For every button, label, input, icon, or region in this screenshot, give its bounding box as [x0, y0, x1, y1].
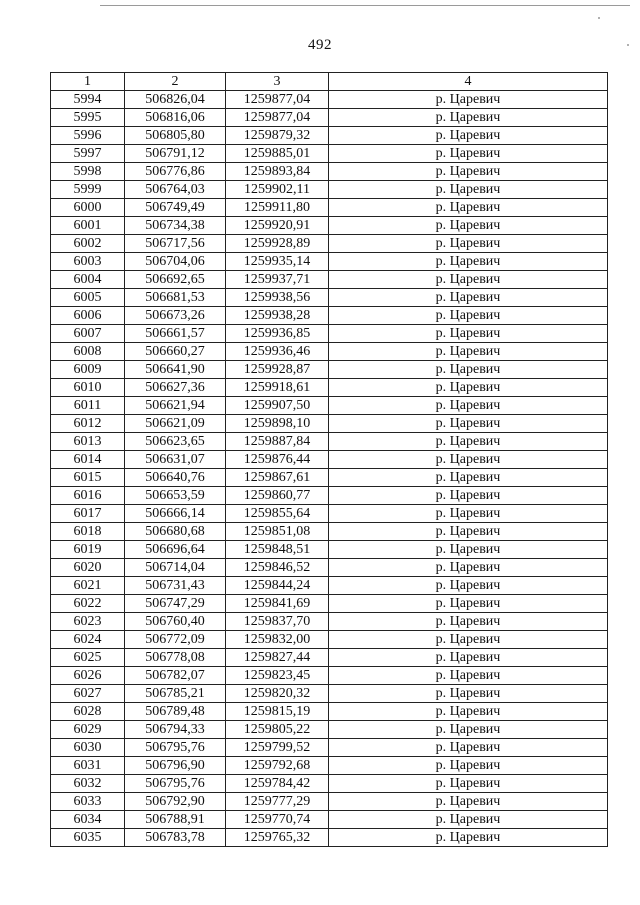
y-coordinate-cell: 1259784,42 [226, 775, 329, 793]
description-cell: р. Царевич [329, 109, 608, 127]
description-cell: р. Царевич [329, 307, 608, 325]
description-cell: р. Царевич [329, 541, 608, 559]
x-coordinate-cell: 506673,26 [125, 307, 226, 325]
x-coordinate-cell: 506680,68 [125, 523, 226, 541]
y-coordinate-cell: 1259855,64 [226, 505, 329, 523]
x-coordinate-cell: 506627,36 [125, 379, 226, 397]
table-row [51, 451, 608, 469]
y-coordinate-cell: 1259832,00 [226, 631, 329, 649]
description-cell: р. Царевич [329, 577, 608, 595]
x-coordinate-cell: 506795,76 [125, 775, 226, 793]
description-cell: р. Царевич [329, 127, 608, 145]
x-coordinate-cell: 506660,27 [125, 343, 226, 361]
y-coordinate-cell: 1259920,91 [226, 217, 329, 235]
point-number-cell: 6013 [51, 433, 125, 451]
table-row [51, 343, 608, 361]
x-coordinate-cell: 506796,90 [125, 757, 226, 775]
point-number-cell: 6019 [51, 541, 125, 559]
y-coordinate-cell: 1259907,50 [226, 397, 329, 415]
y-coordinate-cell: 1259823,45 [226, 667, 329, 685]
coordinates-table [50, 72, 608, 847]
point-number-cell: 6022 [51, 595, 125, 613]
column-header-4: 4 [329, 73, 608, 91]
y-coordinate-cell: 1259885,01 [226, 145, 329, 163]
point-number-cell: 6024 [51, 631, 125, 649]
description-cell: р. Царевич [329, 649, 608, 667]
table-row [51, 703, 608, 721]
point-number-cell: 6030 [51, 739, 125, 757]
point-number-cell: 6017 [51, 505, 125, 523]
point-number-cell: 6010 [51, 379, 125, 397]
point-number-cell: 6025 [51, 649, 125, 667]
table-header-row [51, 73, 608, 91]
table-row [51, 325, 608, 343]
description-cell: р. Царевич [329, 667, 608, 685]
x-coordinate-cell: 506734,38 [125, 217, 226, 235]
y-coordinate-cell: 1259877,04 [226, 109, 329, 127]
y-coordinate-cell: 1259867,61 [226, 469, 329, 487]
x-coordinate-cell: 506816,06 [125, 109, 226, 127]
y-coordinate-cell: 1259918,61 [226, 379, 329, 397]
x-coordinate-cell: 506764,03 [125, 181, 226, 199]
table-row [51, 739, 608, 757]
table-row [51, 577, 608, 595]
description-cell: р. Царевич [329, 739, 608, 757]
table-row [51, 505, 608, 523]
description-cell: р. Царевич [329, 235, 608, 253]
table-row [51, 775, 608, 793]
description-cell: р. Царевич [329, 487, 608, 505]
description-cell: р. Царевич [329, 595, 608, 613]
x-coordinate-cell: 506692,65 [125, 271, 226, 289]
scan-artifact-line [100, 5, 630, 6]
y-coordinate-cell: 1259893,84 [226, 163, 329, 181]
y-coordinate-cell: 1259898,10 [226, 415, 329, 433]
description-cell: р. Царевич [329, 217, 608, 235]
description-cell: р. Царевич [329, 361, 608, 379]
description-cell: р. Царевич [329, 757, 608, 775]
description-cell: р. Царевич [329, 721, 608, 739]
description-cell: р. Царевич [329, 289, 608, 307]
point-number-cell: 6003 [51, 253, 125, 271]
x-coordinate-cell: 506747,29 [125, 595, 226, 613]
x-coordinate-cell: 506776,86 [125, 163, 226, 181]
table-row [51, 271, 608, 289]
point-number-cell: 6002 [51, 235, 125, 253]
description-cell: р. Царевич [329, 811, 608, 829]
x-coordinate-cell: 506782,07 [125, 667, 226, 685]
x-coordinate-cell: 506794,33 [125, 721, 226, 739]
x-coordinate-cell: 506792,90 [125, 793, 226, 811]
y-coordinate-cell: 1259928,87 [226, 361, 329, 379]
y-coordinate-cell: 1259938,28 [226, 307, 329, 325]
y-coordinate-cell: 1259851,08 [226, 523, 329, 541]
table-row [51, 289, 608, 307]
point-number-cell: 6011 [51, 397, 125, 415]
y-coordinate-cell: 1259765,32 [226, 829, 329, 847]
y-coordinate-cell: 1259860,77 [226, 487, 329, 505]
description-cell: р. Царевич [329, 703, 608, 721]
description-cell: р. Царевич [329, 613, 608, 631]
point-number-cell: 6001 [51, 217, 125, 235]
x-coordinate-cell: 506717,56 [125, 235, 226, 253]
point-number-cell: 6035 [51, 829, 125, 847]
table-row [51, 793, 608, 811]
table-row [51, 721, 608, 739]
table-row [51, 757, 608, 775]
point-number-cell: 6009 [51, 361, 125, 379]
x-coordinate-cell: 506714,04 [125, 559, 226, 577]
y-coordinate-cell: 1259936,85 [226, 325, 329, 343]
table-row [51, 595, 608, 613]
description-cell: р. Царевич [329, 325, 608, 343]
point-number-cell: 6005 [51, 289, 125, 307]
description-cell: р. Царевич [329, 91, 608, 109]
x-coordinate-cell: 506631,07 [125, 451, 226, 469]
y-coordinate-cell: 1259841,69 [226, 595, 329, 613]
table-row [51, 163, 608, 181]
table-row [51, 541, 608, 559]
y-coordinate-cell: 1259879,32 [226, 127, 329, 145]
description-cell: р. Царевич [329, 253, 608, 271]
x-coordinate-cell: 506791,12 [125, 145, 226, 163]
point-number-cell: 6029 [51, 721, 125, 739]
table-row [51, 397, 608, 415]
table-row [51, 469, 608, 487]
x-coordinate-cell: 506640,76 [125, 469, 226, 487]
y-coordinate-cell: 1259799,52 [226, 739, 329, 757]
x-coordinate-cell: 506785,21 [125, 685, 226, 703]
description-cell: р. Царевич [329, 199, 608, 217]
table-row [51, 649, 608, 667]
point-number-cell: 6021 [51, 577, 125, 595]
table-row [51, 253, 608, 271]
x-coordinate-cell: 506772,09 [125, 631, 226, 649]
y-coordinate-cell: 1259911,80 [226, 199, 329, 217]
point-number-cell: 6008 [51, 343, 125, 361]
y-coordinate-cell: 1259827,44 [226, 649, 329, 667]
table-row [51, 307, 608, 325]
y-coordinate-cell: 1259938,56 [226, 289, 329, 307]
x-coordinate-cell: 506621,94 [125, 397, 226, 415]
y-coordinate-cell: 1259805,22 [226, 721, 329, 739]
point-number-cell: 5997 [51, 145, 125, 163]
description-cell: р. Царевич [329, 829, 608, 847]
x-coordinate-cell: 506805,80 [125, 127, 226, 145]
description-cell: р. Царевич [329, 379, 608, 397]
table-row [51, 91, 608, 109]
x-coordinate-cell: 506666,14 [125, 505, 226, 523]
description-cell: р. Царевич [329, 523, 608, 541]
y-coordinate-cell: 1259815,19 [226, 703, 329, 721]
x-coordinate-cell: 506696,64 [125, 541, 226, 559]
description-cell: р. Царевич [329, 271, 608, 289]
point-number-cell: 5994 [51, 91, 125, 109]
description-cell: р. Царевич [329, 793, 608, 811]
description-cell: р. Царевич [329, 631, 608, 649]
point-number-cell: 6006 [51, 307, 125, 325]
x-coordinate-cell: 506653,59 [125, 487, 226, 505]
table-row [51, 487, 608, 505]
y-coordinate-cell: 1259928,89 [226, 235, 329, 253]
table-row [51, 433, 608, 451]
table-row [51, 613, 608, 631]
table-row [51, 667, 608, 685]
x-coordinate-cell: 506783,78 [125, 829, 226, 847]
description-cell: р. Царевич [329, 145, 608, 163]
description-cell: р. Царевич [329, 415, 608, 433]
point-number-cell: 6015 [51, 469, 125, 487]
y-coordinate-cell: 1259792,68 [226, 757, 329, 775]
x-coordinate-cell: 506788,91 [125, 811, 226, 829]
table-body [51, 91, 608, 847]
y-coordinate-cell: 1259820,32 [226, 685, 329, 703]
x-coordinate-cell: 506661,57 [125, 325, 226, 343]
x-coordinate-cell: 506681,53 [125, 289, 226, 307]
table-row [51, 109, 608, 127]
point-number-cell: 6023 [51, 613, 125, 631]
point-number-cell: 6026 [51, 667, 125, 685]
point-number-cell: 6012 [51, 415, 125, 433]
description-cell: р. Царевич [329, 685, 608, 703]
point-number-cell: 6032 [51, 775, 125, 793]
column-header-1: 1 [51, 73, 125, 91]
point-number-cell: 6028 [51, 703, 125, 721]
y-coordinate-cell: 1259844,24 [226, 577, 329, 595]
point-number-cell: 5995 [51, 109, 125, 127]
point-number-cell: 6014 [51, 451, 125, 469]
x-coordinate-cell: 506731,43 [125, 577, 226, 595]
table-row [51, 181, 608, 199]
table-row [51, 217, 608, 235]
point-number-cell: 5999 [51, 181, 125, 199]
point-number-cell: 6027 [51, 685, 125, 703]
description-cell: р. Царевич [329, 469, 608, 487]
x-coordinate-cell: 506623,65 [125, 433, 226, 451]
description-cell: р. Царевич [329, 163, 608, 181]
y-coordinate-cell: 1259876,44 [226, 451, 329, 469]
point-number-cell: 6004 [51, 271, 125, 289]
table-row [51, 685, 608, 703]
description-cell: р. Царевич [329, 397, 608, 415]
point-number-cell: 6007 [51, 325, 125, 343]
point-number-cell: 6000 [51, 199, 125, 217]
x-coordinate-cell: 506778,08 [125, 649, 226, 667]
page-number: 492 [308, 37, 332, 53]
y-coordinate-cell: 1259935,14 [226, 253, 329, 271]
y-coordinate-cell: 1259937,71 [226, 271, 329, 289]
point-number-cell: 5998 [51, 163, 125, 181]
x-coordinate-cell: 506795,76 [125, 739, 226, 757]
y-coordinate-cell: 1259837,70 [226, 613, 329, 631]
description-cell: р. Царевич [329, 559, 608, 577]
table-row [51, 523, 608, 541]
x-coordinate-cell: 506826,04 [125, 91, 226, 109]
scan-artifact-dot [598, 17, 600, 19]
column-header-3: 3 [226, 73, 329, 91]
table-row [51, 559, 608, 577]
point-number-cell: 6016 [51, 487, 125, 505]
point-number-cell: 5996 [51, 127, 125, 145]
y-coordinate-cell: 1259848,51 [226, 541, 329, 559]
table-row [51, 235, 608, 253]
table-row [51, 829, 608, 847]
table-row [51, 199, 608, 217]
point-number-cell: 6031 [51, 757, 125, 775]
y-coordinate-cell: 1259877,04 [226, 91, 329, 109]
point-number-cell: 6033 [51, 793, 125, 811]
table-row [51, 145, 608, 163]
point-number-cell: 6018 [51, 523, 125, 541]
table-row [51, 379, 608, 397]
description-cell: р. Царевич [329, 451, 608, 469]
y-coordinate-cell: 1259777,29 [226, 793, 329, 811]
table-row [51, 631, 608, 649]
x-coordinate-cell: 506641,90 [125, 361, 226, 379]
description-cell: р. Царевич [329, 343, 608, 361]
description-cell: р. Царевич [329, 181, 608, 199]
y-coordinate-cell: 1259902,11 [226, 181, 329, 199]
x-coordinate-cell: 506749,49 [125, 199, 226, 217]
point-number-cell: 6020 [51, 559, 125, 577]
y-coordinate-cell: 1259770,74 [226, 811, 329, 829]
point-number-cell: 6034 [51, 811, 125, 829]
x-coordinate-cell: 506621,09 [125, 415, 226, 433]
y-coordinate-cell: 1259846,52 [226, 559, 329, 577]
description-cell: р. Царевич [329, 433, 608, 451]
x-coordinate-cell: 506704,06 [125, 253, 226, 271]
table-row [51, 415, 608, 433]
table-row [51, 811, 608, 829]
table-row [51, 361, 608, 379]
x-coordinate-cell: 506760,40 [125, 613, 226, 631]
y-coordinate-cell: 1259887,84 [226, 433, 329, 451]
table-row [51, 127, 608, 145]
column-header-2: 2 [125, 73, 226, 91]
description-cell: р. Царевич [329, 505, 608, 523]
description-cell: р. Царевич [329, 775, 608, 793]
y-coordinate-cell: 1259936,46 [226, 343, 329, 361]
x-coordinate-cell: 506789,48 [125, 703, 226, 721]
